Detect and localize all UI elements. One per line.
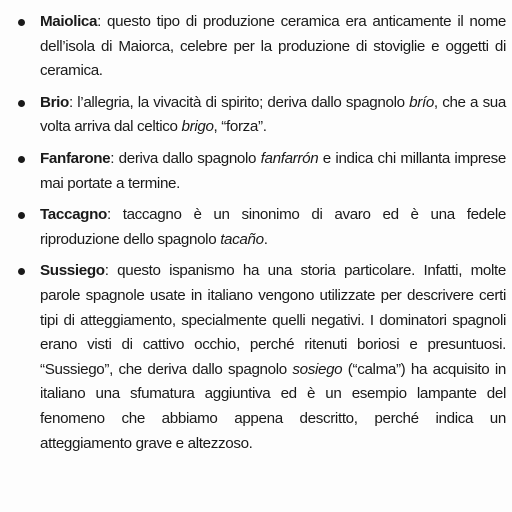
glossary-entry — [14, 10, 506, 84]
entry-text: (“calma”) ha acquisito in italiano una sfumatura aggiuntiva ed è un esempio lampante del fenomeno che abbiamo appena descritto, perché indica un atteggiamento grave e altezzoso. — [40, 360, 506, 452]
entry-text: , che a sua volta arriva dal celtico — [40, 93, 507, 136]
glossary-entry — [14, 147, 506, 196]
italic-word: brigo — [181, 118, 214, 136]
entry-text: : questo ispanismo ha una storia particolare. Infatti, molte parole spagnole usate in italiano vengono utilizzate per descrivere certi tipi di atteggiamento, specialmente quelli negativi. I dominatori spagnoli erano visti di cattivo occhio, perché ritenuti boriosi e presuntuosi. “Sussiego”, che deriva dallo spagnolo — [40, 262, 506, 378]
entry-term: Sussiego — [40, 262, 105, 280]
bullet-icon — [18, 100, 25, 107]
glossary-list — [14, 10, 506, 463]
entry-term: Taccagno — [40, 206, 107, 224]
entry-text: : l’allegria, la vivacità di spirito; deriva dallo spagnolo — [68, 93, 410, 111]
entry-term: Fanfarone — [40, 149, 111, 167]
entry-term: Maiolica — [40, 13, 98, 30]
glossary-entry — [14, 259, 506, 456]
entry-term: Brio — [40, 93, 69, 111]
italic-word: brío — [409, 93, 434, 111]
italic-word: fanfarrón — [260, 149, 319, 167]
bullet-icon — [18, 212, 25, 219]
italic-word: sosiego — [292, 360, 343, 378]
entry-text: e indica chi millanta imprese mai portate a termine. — [40, 149, 506, 192]
bullet-icon — [18, 156, 25, 163]
entry-text: : taccagno è un sinonimo di avaro ed è una fedele riproduzione dello spagnolo — [40, 206, 506, 248]
italic-word: tacaño — [220, 230, 264, 248]
glossary-entry — [14, 203, 506, 252]
entry-text: : questo tipo di produzione ceramica era anticamente il nome dell’isola di Maiorca, celebre per la produzione di stoviglie e oggetti di ceramica. — [40, 13, 506, 80]
entry-text: , “forza”. — [213, 118, 267, 136]
bullet-icon — [18, 268, 25, 275]
entry-text: . — [263, 230, 268, 248]
entry-text: : deriva dallo spagnolo — [110, 149, 261, 167]
bullet-icon — [18, 19, 25, 26]
glossary-entry — [14, 91, 506, 140]
